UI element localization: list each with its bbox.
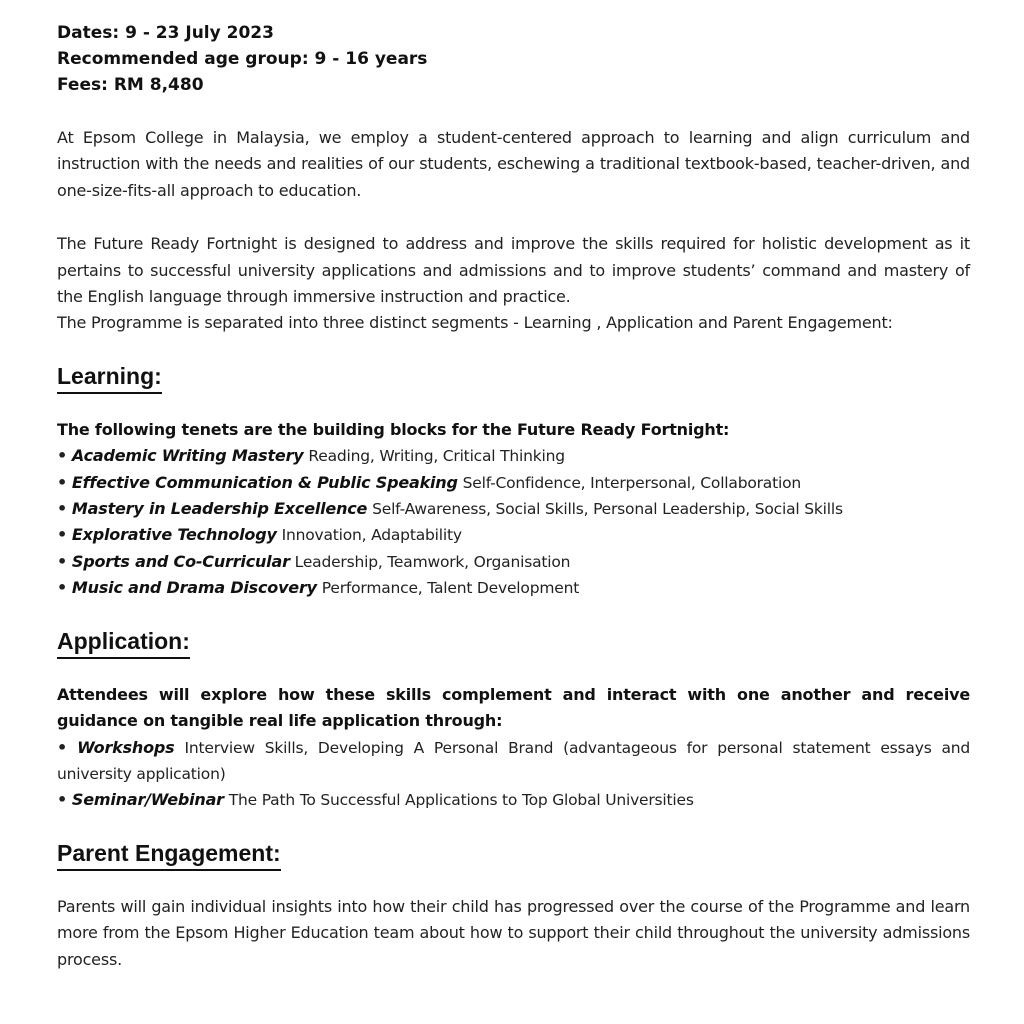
bullet-icon: • (57, 551, 68, 571)
item-term: Music and Drama Discovery (71, 578, 317, 598)
parent-paragraph: Parents will gain individual insights into how their child has progressed over the course of the Programme and learn more from the Epsom Higher Education team about how to support their child throughout the university admissions process. (57, 896, 970, 969)
item-desc: The Path To Successful Applications to Top Global Universities (228, 791, 694, 810)
item-desc: Leadership, Teamwork, Organisation (294, 552, 571, 571)
intro-paragraph-3: The Programme is separated into three distinct segments - Learning , Application and Parent Engagement: (57, 313, 893, 333)
fees-text: Fees: RM 8,480 (57, 75, 204, 95)
list-item (57, 470, 970, 496)
parent-section-header (57, 838, 970, 874)
learning-section-header (57, 361, 970, 397)
item-term: Workshops (77, 737, 175, 757)
bullet-icon: • (57, 499, 68, 519)
item-term: Explorative Technology (71, 525, 277, 545)
learning-lead: The following tenets are the building blocks for the Future Ready Fortnight: (57, 419, 730, 439)
list-item (57, 443, 970, 469)
list-item (57, 496, 970, 522)
item-desc: Innovation, Adaptability (281, 526, 462, 545)
parent-heading: Parent Engagement: (57, 838, 281, 871)
list-item (57, 735, 970, 788)
bullet-icon: • (57, 790, 68, 810)
item-desc: Self-Awareness, Social Skills, Personal Leadership, Social Skills (372, 500, 843, 519)
learning-list (57, 443, 970, 601)
bullet-icon: • (57, 472, 68, 492)
item-term: Mastery in Leadership Excellence (71, 499, 368, 519)
bullet-icon: • (57, 737, 68, 757)
item-term: Academic Writing Mastery (71, 446, 304, 466)
application-heading: Application: (57, 626, 190, 659)
learning-heading: Learning: (57, 361, 162, 394)
application-list (57, 735, 970, 814)
document-page (57, 20, 970, 973)
list-item (57, 522, 970, 548)
item-desc: Reading, Writing, Critical Thinking (308, 447, 565, 466)
item-desc: Performance, Talent Development (321, 579, 580, 598)
dates-text: Dates: 9 - 23 July 2023 (57, 23, 274, 43)
item-term: Seminar/Webinar (71, 790, 224, 810)
list-item (57, 575, 970, 601)
age-group-text: Recommended age group: 9 - 16 years (57, 49, 428, 69)
bullet-icon: • (57, 578, 68, 598)
item-term: Effective Communication & Public Speaking (71, 472, 458, 492)
bullet-icon: • (57, 446, 68, 466)
bullet-icon: • (57, 525, 68, 545)
application-lead: Attendees will explore how these skills complement and interact with one another and receive guidance on tangible real life application through: (57, 684, 970, 731)
list-item (57, 549, 970, 575)
item-desc: Self-Confidence, Interpersonal, Collaboration (462, 473, 801, 492)
item-term: Sports and Co-Curricular (71, 551, 290, 571)
intro-paragraph-2: The Future Ready Fortnight is designed to address and improve the skills required for holistic development as it pertains to successful university applications and admissions and to improve students’ command and mastery of the English language through immersive instruction and practice. (57, 234, 970, 307)
item-desc: Interview Skills, Developing A Personal Brand (advantageous for personal statement essays and university application) (57, 738, 971, 783)
intro-paragraph-1: At Epsom College in Malaysia, we employ a student-centered approach to learning and align curriculum and instruction with the needs and realities of our students, eschewing a traditional textbook-based, teacher-driven, and one-size-fits-all approach to education. (57, 128, 970, 200)
list-item (57, 787, 970, 813)
application-section-header (57, 626, 970, 662)
